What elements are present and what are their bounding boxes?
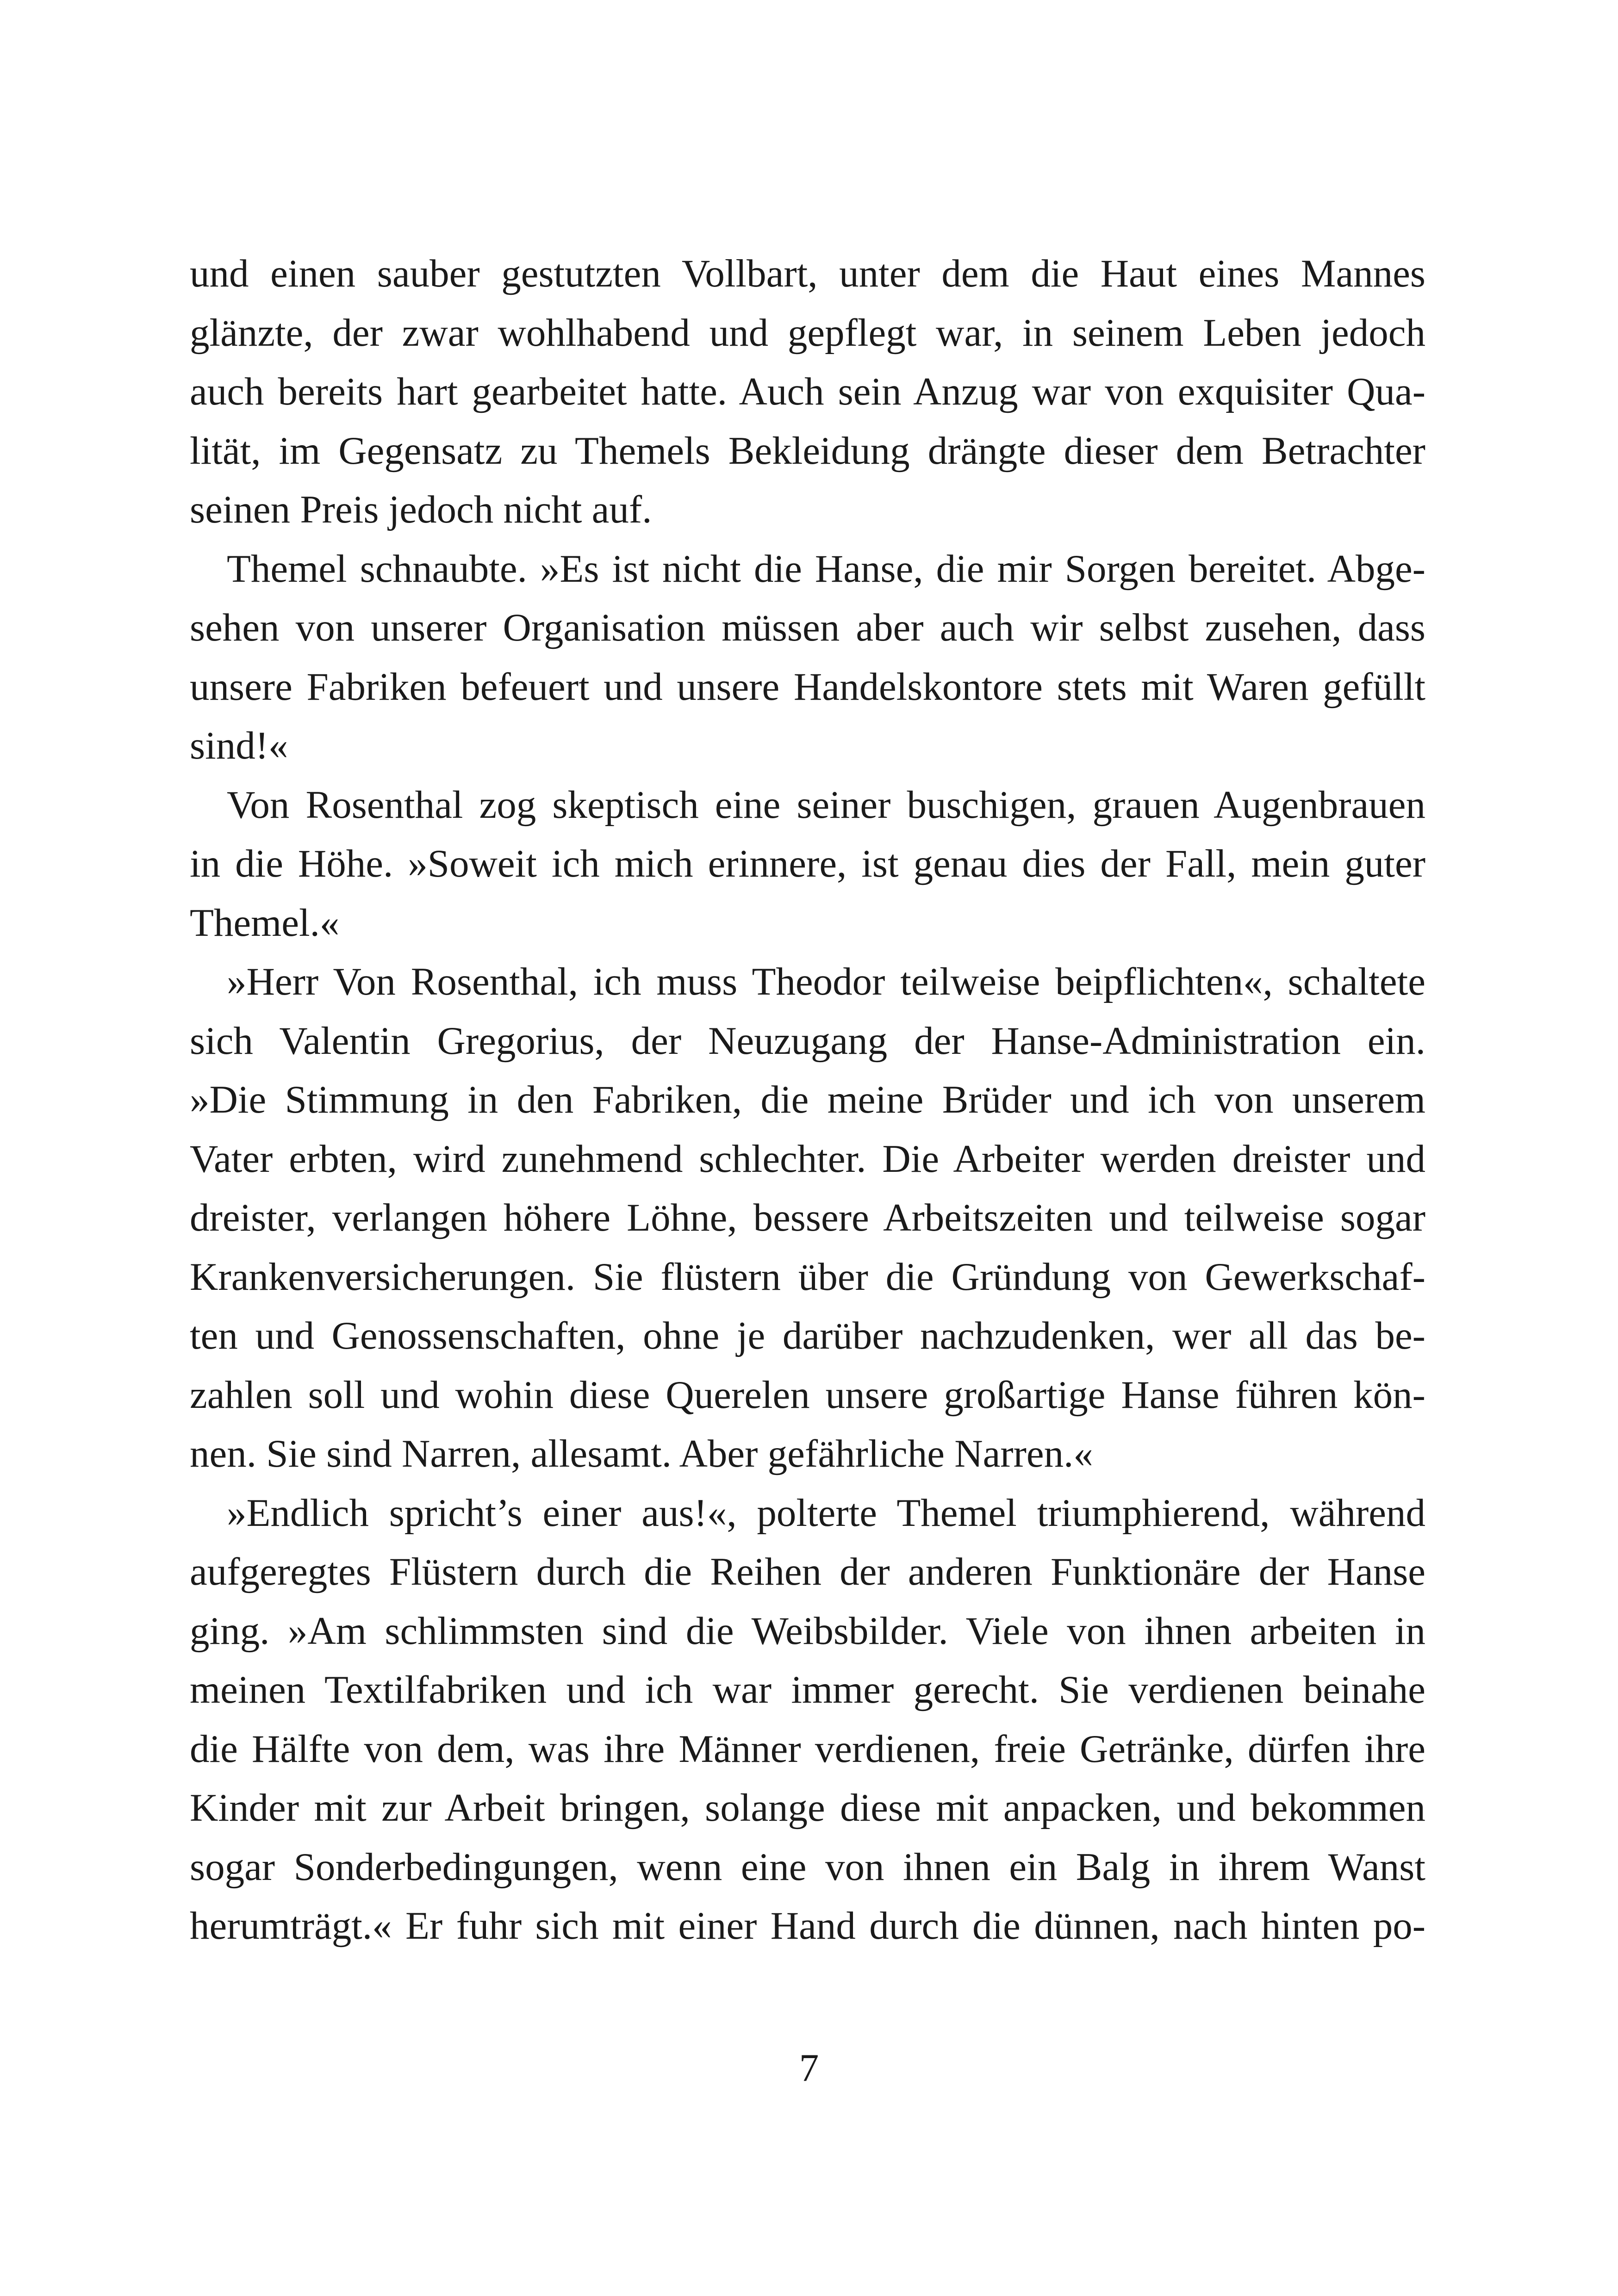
text-line: ten und Genossenschaften, ohne je darüber nachzudenken, wer all das be- [190,1314,1425,1357]
text-line: ging. »Am schlimmsten sind die Weibsbilder. Viele von ihnen arbeiten in [190,1609,1425,1653]
body-text [190,244,1425,1956]
text-line: Themel.« [190,901,340,945]
text-line: Krankenversicherungen. Sie flüstern über die Gründung von Gewerkschaf- [190,1255,1425,1299]
text-line: sind!« [190,724,288,767]
text-line: herumträgt.« Er fuhr sich mit einer Hand durch die dünnen, nach hinten po- [190,1904,1425,1948]
text-line: seinen Preis jedoch nicht auf. [190,488,652,531]
text-line: glänzte, der zwar wohlhabend und gepflegt war, in seinem Leben jedoch [190,311,1425,355]
text-line: »Herr Von Rosenthal, ich muss Theodor teilweise beipflichten«, schaltete [227,960,1425,1003]
text-line: Von Rosenthal zog skeptisch eine seiner buschigen, grauen Augenbrauen [227,783,1425,827]
text-line: aufgeregtes Flüstern durch die Reihen der anderen Funktionäre der Hanse [190,1550,1425,1593]
text-line: meinen Textilfabriken und ich war immer gerecht. Sie verdienen beinahe [190,1668,1425,1711]
text-line: sehen von unserer Organisation müssen aber auch wir selbst zusehen, dass [190,606,1425,649]
text-line: nen. Sie sind Narren, allesamt. Aber gefährliche Narren.« [190,1432,1093,1475]
text-line: Vater erbten, wird zunehmend schlechter. Die Arbeiter werden dreister und [190,1137,1425,1181]
text-line: Themel schnaubte. »Es ist nicht die Hanse, die mir Sorgen bereitet. Abge- [227,547,1425,591]
text-line: Kinder mit zur Arbeit bringen, solange diese mit anpacken, und bekommen [190,1786,1425,1829]
text-line: unsere Fabriken befeuert und unsere Handelskontore stets mit Waren gefüllt [190,665,1425,709]
text-line: sogar Sonderbedingungen, wenn eine von ihnen ein Balg in ihrem Wanst [190,1845,1425,1889]
text-line: »Endlich spricht’s einer aus!«, polterte Themel triumphierend, während [227,1491,1425,1535]
text-line: und einen sauber gestutzten Vollbart, unter dem die Haut eines Mannes [190,252,1425,295]
text-line: dreister, verlangen höhere Löhne, bessere Arbeitszeiten und teilweise sogar [190,1196,1425,1239]
text-line: »Die Stimmung in den Fabriken, die meine Brüder und ich von unserem [190,1078,1425,1121]
text-line: lität, im Gegensatz zu Themels Bekleidung drängte dieser dem Betrachter [190,429,1425,473]
page-number: 7 [799,2046,819,2090]
text-line: sich Valentin Gregorius, der Neuzugang der Hanse-Administration ein. [190,1019,1425,1063]
text-line: in die Höhe. »Soweit ich mich erinnere, ist genau dies der Fall, mein guter [190,842,1425,885]
text-line: zahlen soll und wohin diese Querelen unsere großartige Hanse führen kön- [190,1373,1425,1417]
text-line: auch bereits hart gearbeitet hatte. Auch sein Anzug war von exquisiter Qua- [190,370,1425,413]
text-line: die Hälfte von dem, was ihre Männer verdienen, freie Getränke, dürfen ihre [190,1727,1425,1771]
